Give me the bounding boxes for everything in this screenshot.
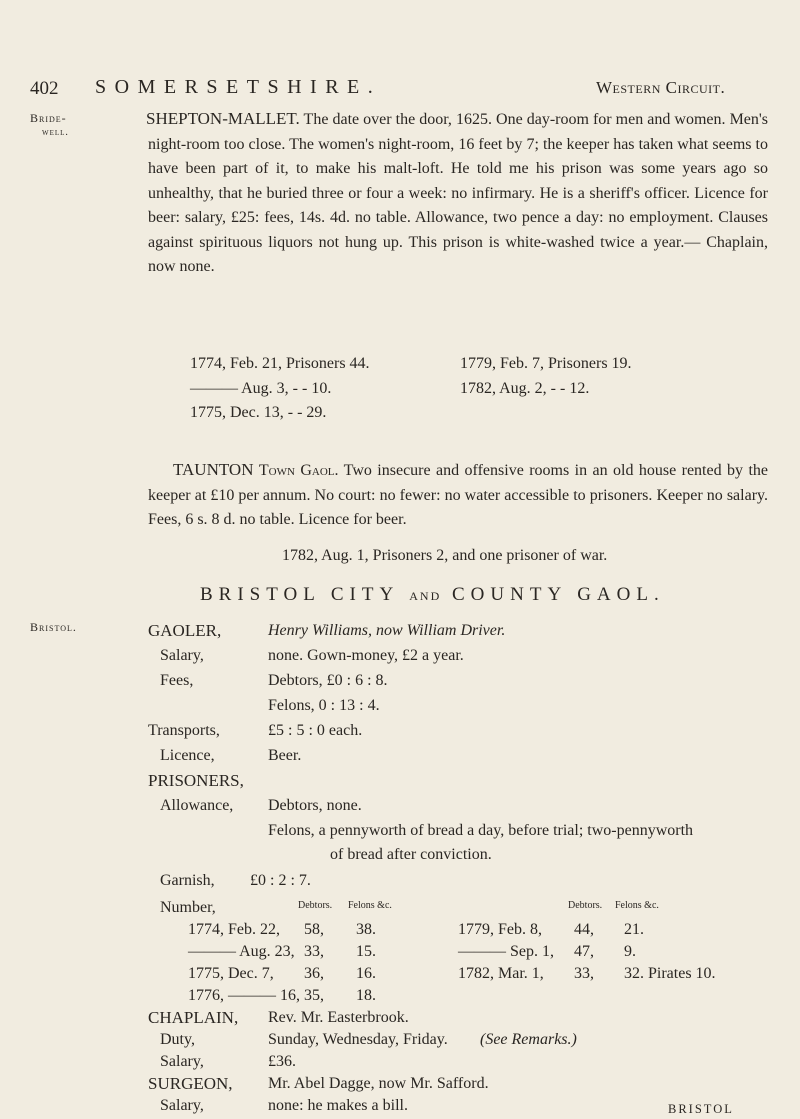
number-row-right-1-debtors: 44, [574,921,594,938]
shepton-prisoners-2: ——— Aug. 3, - - 10. [190,380,332,397]
sidenote-bridewell-1: Bride- [30,111,67,125]
sidenote-bristol: Bristol. [30,620,77,634]
col-felons-left: Felons &c. [348,900,392,911]
number-row-left-4-date: 1776, ——— 16, [188,987,300,1004]
number-row-left-1-date: 1774, Feb. 22, [188,921,280,938]
salary-label: Salary, [160,647,204,664]
licence-label: Licence, [160,747,215,764]
garnish-label: Garnish, [160,872,215,889]
chaplain-label: CHAPLAIN, [148,1008,239,1027]
col-felons-right: Felons &c. [615,900,659,911]
page-number: 402 [30,78,59,99]
taunton-prisoners: 1782, Aug. 1, Prisoners 2, and one prisoner of war. [282,547,608,564]
number-row-left-2-felons: 15. [356,943,376,960]
bristol-gaol-title [200,584,665,606]
number-row-right-3-felons: 32. Pirates 10. [624,965,716,982]
salary-value: none. Gown-money, £2 a year. [268,647,464,664]
fees-debtors: Debtors, £0 : 6 : 8. [268,672,388,689]
number-row-left-3-felons: 16. [356,965,376,982]
number-row-right-2-felons: 9. [624,943,636,960]
shepton-paragraph [148,107,768,280]
number-row-right-3-debtors: 33, [574,965,594,982]
number-row-left-3-date: 1775, Dec. 7, [188,965,274,982]
gaoler-value: Henry Williams, now William Driver. [268,622,506,639]
transports-label: Transports, [148,722,220,739]
taunton-paragraph [148,458,768,533]
col-debtors-right: Debtors. [568,900,603,911]
licence-value: Beer. [268,747,302,764]
taunton-heading-2: Town Gaol. [258,462,339,479]
shepton-text: The date over the door, 1625. One day-room for men and women. Men's night-room too close. The women's night-room, 16 feet by 7; the keeper has taken what seems to have been part of it, to make his malt-loft. He told me his prison was some years ago so unhealthy, that he buried three or four a week: no infirmary. He is a sheriff's officer. Licence for beer: salary, £25: fees, 14s. 4d. no table. Allowance, two pence a day: no employment. Clauses against spirituous liquors not hung up. This prison is white-washed twice a year.— Chaplain, now none. [148,111,768,275]
allowance-label: Allowance, [160,797,234,814]
chap-salary-value: £36. [268,1053,296,1070]
number-row-right-3-date: 1782, Mar. 1, [458,965,544,982]
catchword: BRISTOL [668,1102,734,1116]
prisoners-label: PRISONERS, [148,771,244,790]
duty-label: Duty, [160,1031,195,1048]
surgeon-label: SURGEON, [148,1074,233,1093]
number-label: Number, [160,899,216,916]
shepton-prisoners-5: 1782, Aug. 2, - - 12. [460,380,590,397]
chaplain-value: Rev. Mr. Easterbrook. [268,1009,409,1026]
number-row-right-2-date: ——— Sep. 1, [458,943,554,960]
gaoler-label: GAOLER, [148,621,222,640]
chap-salary-label: Salary, [160,1053,204,1070]
number-row-left-1-felons: 38. [356,921,376,938]
fees-label: Fees, [160,672,194,689]
fees-felons: Felons, 0 : 13 : 4. [268,697,380,714]
col-debtors-left: Debtors. [298,900,333,911]
allowance-felons-1: Felons, a pennyworth of bread a day, before trial; two-pennyworth [268,822,694,839]
shepton-prisoners-1: 1774, Feb. 21, Prisoners 44. [190,355,370,372]
number-row-left-2-debtors: 33, [304,943,324,960]
surg-salary-value: none: he makes a bill. [268,1097,408,1114]
taunton-heading: TAUNTON [173,460,254,479]
number-row-left-4-felons: 18. [356,987,376,1004]
duty-value: Sunday, Wednesday, Friday. [268,1031,448,1048]
sidenote-bridewell-2: well. [42,127,69,138]
page-title: SOMERSETSHIRE. [95,76,382,98]
surg-salary-label: Salary, [160,1097,204,1114]
taunton-text: Two insecure and offensive rooms in an old house rented by the keeper at £10 per annum. No court: no fewer: no water accessible to prisoners. Keeper no salary. Fees, 6 s. 8 d. no table. Licence for beer. [148,462,768,528]
duty-note: (See Remarks.) [480,1031,577,1048]
number-row-right-2-debtors: 47, [574,943,594,960]
number-row-left-2-date: ——— Aug. 23, [188,943,295,960]
surgeon-value: Mr. Abel Dagge, now Mr. Safford. [268,1075,489,1092]
number-row-left-1-debtors: 58, [304,921,324,938]
number-row-left-4-debtors: 35, [304,987,324,1004]
shepton-prisoners-3: 1775, Dec. 13, - - 29. [190,404,327,421]
garnish-value: £0 : 2 : 7. [250,872,311,889]
bristol-title-a: BRISTOL CITY [200,584,399,605]
shepton-heading: SHEPTON-MALLET. [146,109,300,128]
allowance-debtors: Debtors, none. [268,797,362,814]
transports-value: £5 : 5 : 0 each. [268,722,363,739]
allowance-felons-2: of bread after conviction. [330,846,492,863]
running-head-circuit: Western Circuit. [596,78,726,97]
shepton-prisoners-4: 1779, Feb. 7, Prisoners 19. [460,355,632,372]
number-row-left-3-debtors: 36, [304,965,324,982]
number-row-right-1-date: 1779, Feb. 8, [458,921,542,938]
bristol-title-and: AND [409,589,442,603]
number-row-right-1-felons: 21. [624,921,644,938]
bristol-title-b: COUNTY GAOL. [452,584,665,605]
